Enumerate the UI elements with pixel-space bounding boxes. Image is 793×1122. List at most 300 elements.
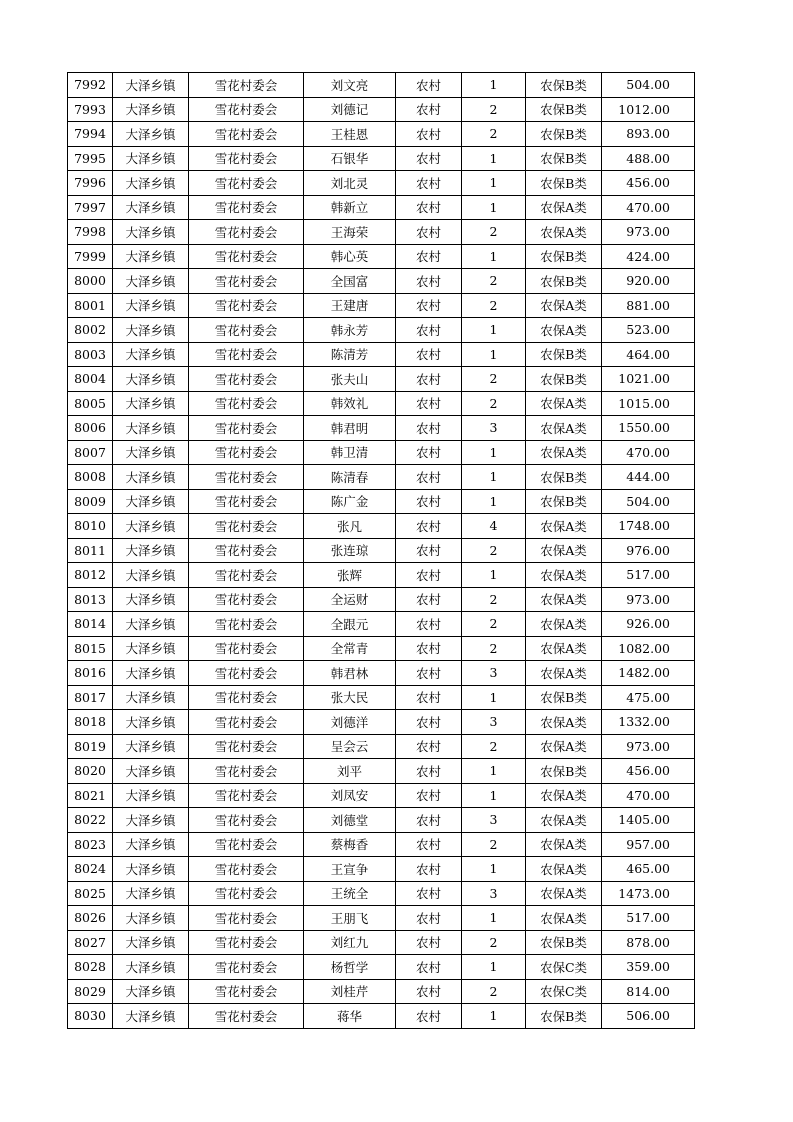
insurance-category-cell: 农保A类	[526, 612, 602, 637]
member-count-cell: 1	[462, 783, 526, 808]
insurance-category-cell: 农保A类	[526, 906, 602, 931]
member-count-cell: 2	[462, 391, 526, 416]
village-committee-cell: 雪花村委会	[189, 73, 304, 98]
insurance-category-cell: 农保B类	[526, 73, 602, 98]
township-cell: 大泽乡镇	[113, 881, 189, 906]
insurance-category-cell: 农保A类	[526, 710, 602, 735]
township-cell: 大泽乡镇	[113, 955, 189, 980]
amount-cell: 920.00	[602, 269, 695, 294]
amount-cell: 506.00	[602, 1004, 695, 1029]
person-name-cell: 蔡梅香	[304, 832, 396, 857]
township-cell: 大泽乡镇	[113, 416, 189, 441]
member-count-cell: 2	[462, 832, 526, 857]
household-type-cell: 农村	[396, 808, 462, 833]
table-row	[68, 881, 695, 906]
row-number-cell: 8006	[68, 416, 113, 441]
insurance-category-cell: 农保A类	[526, 440, 602, 465]
member-count-cell: 3	[462, 881, 526, 906]
row-number-cell: 8008	[68, 465, 113, 490]
insurance-category-cell: 农保A类	[526, 514, 602, 539]
township-cell: 大泽乡镇	[113, 783, 189, 808]
household-type-cell: 农村	[396, 122, 462, 147]
table-row	[68, 391, 695, 416]
insurance-category-cell: 农保B类	[526, 146, 602, 171]
row-number-cell: 8013	[68, 587, 113, 612]
village-committee-cell: 雪花村委会	[189, 465, 304, 490]
amount-cell: 1021.00	[602, 367, 695, 392]
member-count-cell: 2	[462, 293, 526, 318]
row-number-cell: 7995	[68, 146, 113, 171]
insurance-category-cell: 农保B类	[526, 269, 602, 294]
person-name-cell: 全常青	[304, 636, 396, 661]
village-committee-cell: 雪花村委会	[189, 587, 304, 612]
member-count-cell: 2	[462, 612, 526, 637]
person-name-cell: 韩新立	[304, 195, 396, 220]
amount-cell: 973.00	[602, 587, 695, 612]
village-committee-cell: 雪花村委会	[189, 636, 304, 661]
household-type-cell: 农村	[396, 906, 462, 931]
insurance-category-cell: 农保B类	[526, 759, 602, 784]
village-committee-cell: 雪花村委会	[189, 220, 304, 245]
village-committee-cell: 雪花村委会	[189, 489, 304, 514]
village-committee-cell: 雪花村委会	[189, 244, 304, 269]
amount-cell: 1015.00	[602, 391, 695, 416]
household-type-cell: 农村	[396, 318, 462, 343]
township-cell: 大泽乡镇	[113, 122, 189, 147]
insurance-category-cell: 农保A类	[526, 832, 602, 857]
insurance-category-cell: 农保B类	[526, 97, 602, 122]
member-count-cell: 1	[462, 685, 526, 710]
household-type-cell: 农村	[396, 367, 462, 392]
amount-cell: 456.00	[602, 759, 695, 784]
household-type-cell: 农村	[396, 391, 462, 416]
member-count-cell: 1	[462, 1004, 526, 1029]
row-number-cell: 8012	[68, 563, 113, 588]
household-type-cell: 农村	[396, 661, 462, 686]
member-count-cell: 1	[462, 318, 526, 343]
household-type-cell: 农村	[396, 734, 462, 759]
insurance-category-cell: 农保C类	[526, 979, 602, 1004]
insurance-category-cell: 农保A类	[526, 293, 602, 318]
table-row	[68, 734, 695, 759]
village-committee-cell: 雪花村委会	[189, 416, 304, 441]
row-number-cell: 8029	[68, 979, 113, 1004]
person-name-cell: 刘德记	[304, 97, 396, 122]
insurance-category-cell: 农保A类	[526, 538, 602, 563]
row-number-cell: 8005	[68, 391, 113, 416]
insurance-category-cell: 农保B类	[526, 930, 602, 955]
member-count-cell: 3	[462, 710, 526, 735]
person-name-cell: 刘平	[304, 759, 396, 784]
insurance-category-cell: 农保B类	[526, 244, 602, 269]
amount-cell: 444.00	[602, 465, 695, 490]
household-type-cell: 农村	[396, 783, 462, 808]
person-name-cell: 张大民	[304, 685, 396, 710]
village-committee-cell: 雪花村委会	[189, 734, 304, 759]
household-type-cell: 农村	[396, 636, 462, 661]
township-cell: 大泽乡镇	[113, 906, 189, 931]
member-count-cell: 1	[462, 342, 526, 367]
table-row	[68, 73, 695, 98]
person-name-cell: 王建唐	[304, 293, 396, 318]
row-number-cell: 7998	[68, 220, 113, 245]
household-type-cell: 农村	[396, 538, 462, 563]
table-row	[68, 587, 695, 612]
table-row	[68, 710, 695, 735]
table-row	[68, 906, 695, 931]
member-count-cell: 3	[462, 808, 526, 833]
person-name-cell: 韩永芳	[304, 318, 396, 343]
village-committee-cell: 雪花村委会	[189, 440, 304, 465]
table-row	[68, 342, 695, 367]
assistance-table	[67, 72, 695, 1029]
member-count-cell: 3	[462, 416, 526, 441]
amount-cell: 973.00	[602, 734, 695, 759]
insurance-category-cell: 农保C类	[526, 955, 602, 980]
table-body	[68, 73, 695, 1029]
table-row	[68, 367, 695, 392]
amount-cell: 881.00	[602, 293, 695, 318]
household-type-cell: 农村	[396, 73, 462, 98]
member-count-cell: 2	[462, 122, 526, 147]
member-count-cell: 2	[462, 636, 526, 661]
row-number-cell: 7992	[68, 73, 113, 98]
member-count-cell: 2	[462, 367, 526, 392]
row-number-cell: 8011	[68, 538, 113, 563]
household-type-cell: 农村	[396, 293, 462, 318]
village-committee-cell: 雪花村委会	[189, 269, 304, 294]
table-row	[68, 783, 695, 808]
insurance-category-cell: 农保A类	[526, 636, 602, 661]
township-cell: 大泽乡镇	[113, 930, 189, 955]
township-cell: 大泽乡镇	[113, 979, 189, 1004]
member-count-cell: 1	[462, 244, 526, 269]
person-name-cell: 刘桂芹	[304, 979, 396, 1004]
person-name-cell: 刘德堂	[304, 808, 396, 833]
member-count-cell: 1	[462, 955, 526, 980]
amount-cell: 523.00	[602, 318, 695, 343]
village-committee-cell: 雪花村委会	[189, 661, 304, 686]
member-count-cell: 3	[462, 661, 526, 686]
household-type-cell: 农村	[396, 514, 462, 539]
row-number-cell: 7996	[68, 171, 113, 196]
village-committee-cell: 雪花村委会	[189, 979, 304, 1004]
household-type-cell: 农村	[396, 440, 462, 465]
village-committee-cell: 雪花村委会	[189, 538, 304, 563]
table-row	[68, 832, 695, 857]
table-row	[68, 146, 695, 171]
village-committee-cell: 雪花村委会	[189, 293, 304, 318]
member-count-cell: 2	[462, 538, 526, 563]
row-number-cell: 7997	[68, 195, 113, 220]
village-committee-cell: 雪花村委会	[189, 612, 304, 637]
row-number-cell: 8028	[68, 955, 113, 980]
table-row	[68, 612, 695, 637]
person-name-cell: 韩君明	[304, 416, 396, 441]
person-name-cell: 王宣争	[304, 857, 396, 882]
member-count-cell: 1	[462, 195, 526, 220]
member-count-cell: 1	[462, 906, 526, 931]
person-name-cell: 蒋华	[304, 1004, 396, 1029]
insurance-category-cell: 农保A类	[526, 881, 602, 906]
household-type-cell: 农村	[396, 489, 462, 514]
household-type-cell: 农村	[396, 171, 462, 196]
insurance-category-cell: 农保B类	[526, 171, 602, 196]
amount-cell: 878.00	[602, 930, 695, 955]
township-cell: 大泽乡镇	[113, 318, 189, 343]
table-row	[68, 269, 695, 294]
table-row	[68, 759, 695, 784]
amount-cell: 1332.00	[602, 710, 695, 735]
person-name-cell: 张连琼	[304, 538, 396, 563]
person-name-cell: 刘红九	[304, 930, 396, 955]
amount-cell: 976.00	[602, 538, 695, 563]
village-committee-cell: 雪花村委会	[189, 759, 304, 784]
township-cell: 大泽乡镇	[113, 73, 189, 98]
amount-cell: 424.00	[602, 244, 695, 269]
village-committee-cell: 雪花村委会	[189, 318, 304, 343]
township-cell: 大泽乡镇	[113, 342, 189, 367]
amount-cell: 475.00	[602, 685, 695, 710]
person-name-cell: 杨哲学	[304, 955, 396, 980]
member-count-cell: 1	[462, 146, 526, 171]
household-type-cell: 农村	[396, 146, 462, 171]
village-committee-cell: 雪花村委会	[189, 857, 304, 882]
household-type-cell: 农村	[396, 587, 462, 612]
amount-cell: 1405.00	[602, 808, 695, 833]
insurance-category-cell: 农保B类	[526, 122, 602, 147]
insurance-category-cell: 农保A类	[526, 857, 602, 882]
village-committee-cell: 雪花村委会	[189, 122, 304, 147]
person-name-cell: 韩效礼	[304, 391, 396, 416]
person-name-cell: 全国富	[304, 269, 396, 294]
table-row	[68, 563, 695, 588]
household-type-cell: 农村	[396, 612, 462, 637]
insurance-category-cell: 农保A类	[526, 416, 602, 441]
township-cell: 大泽乡镇	[113, 661, 189, 686]
member-count-cell: 2	[462, 979, 526, 1004]
township-cell: 大泽乡镇	[113, 587, 189, 612]
village-committee-cell: 雪花村委会	[189, 881, 304, 906]
amount-cell: 1012.00	[602, 97, 695, 122]
village-committee-cell: 雪花村委会	[189, 906, 304, 931]
row-number-cell: 8030	[68, 1004, 113, 1029]
amount-cell: 470.00	[602, 783, 695, 808]
household-type-cell: 农村	[396, 759, 462, 784]
village-committee-cell: 雪花村委会	[189, 391, 304, 416]
amount-cell: 517.00	[602, 906, 695, 931]
amount-cell: 465.00	[602, 857, 695, 882]
table-row	[68, 244, 695, 269]
household-type-cell: 农村	[396, 955, 462, 980]
table-row	[68, 489, 695, 514]
amount-cell: 517.00	[602, 563, 695, 588]
person-name-cell: 王统全	[304, 881, 396, 906]
amount-cell: 359.00	[602, 955, 695, 980]
member-count-cell: 1	[462, 489, 526, 514]
township-cell: 大泽乡镇	[113, 563, 189, 588]
township-cell: 大泽乡镇	[113, 808, 189, 833]
insurance-category-cell: 农保B类	[526, 1004, 602, 1029]
amount-cell: 504.00	[602, 489, 695, 514]
row-number-cell: 7993	[68, 97, 113, 122]
household-type-cell: 农村	[396, 563, 462, 588]
insurance-category-cell: 农保B类	[526, 489, 602, 514]
person-name-cell: 韩卫清	[304, 440, 396, 465]
township-cell: 大泽乡镇	[113, 685, 189, 710]
amount-cell: 973.00	[602, 220, 695, 245]
amount-cell: 470.00	[602, 440, 695, 465]
row-number-cell: 7999	[68, 244, 113, 269]
person-name-cell: 陈清芳	[304, 342, 396, 367]
row-number-cell: 8023	[68, 832, 113, 857]
amount-cell: 456.00	[602, 171, 695, 196]
person-name-cell: 韩心英	[304, 244, 396, 269]
township-cell: 大泽乡镇	[113, 1004, 189, 1029]
person-name-cell: 石银华	[304, 146, 396, 171]
amount-cell: 464.00	[602, 342, 695, 367]
row-number-cell: 8021	[68, 783, 113, 808]
township-cell: 大泽乡镇	[113, 146, 189, 171]
table-row	[68, 685, 695, 710]
amount-cell: 814.00	[602, 979, 695, 1004]
township-cell: 大泽乡镇	[113, 195, 189, 220]
insurance-category-cell: 农保A类	[526, 563, 602, 588]
household-type-cell: 农村	[396, 881, 462, 906]
table-row	[68, 293, 695, 318]
row-number-cell: 8019	[68, 734, 113, 759]
insurance-category-cell: 农保A类	[526, 318, 602, 343]
village-committee-cell: 雪花村委会	[189, 146, 304, 171]
table-row	[68, 220, 695, 245]
insurance-category-cell: 农保B类	[526, 465, 602, 490]
row-number-cell: 8024	[68, 857, 113, 882]
insurance-category-cell: 农保A类	[526, 220, 602, 245]
township-cell: 大泽乡镇	[113, 293, 189, 318]
row-number-cell: 8018	[68, 710, 113, 735]
member-count-cell: 1	[462, 857, 526, 882]
household-type-cell: 农村	[396, 1004, 462, 1029]
row-number-cell: 8015	[68, 636, 113, 661]
village-committee-cell: 雪花村委会	[189, 832, 304, 857]
row-number-cell: 8000	[68, 269, 113, 294]
row-number-cell: 8014	[68, 612, 113, 637]
village-committee-cell: 雪花村委会	[189, 808, 304, 833]
row-number-cell: 8004	[68, 367, 113, 392]
row-number-cell: 8001	[68, 293, 113, 318]
row-number-cell: 8022	[68, 808, 113, 833]
member-count-cell: 2	[462, 97, 526, 122]
row-number-cell: 8009	[68, 489, 113, 514]
amount-cell: 504.00	[602, 73, 695, 98]
person-name-cell: 刘文亮	[304, 73, 396, 98]
member-count-cell: 2	[462, 734, 526, 759]
village-committee-cell: 雪花村委会	[189, 367, 304, 392]
insurance-category-cell: 农保A类	[526, 808, 602, 833]
amount-cell: 1473.00	[602, 881, 695, 906]
row-number-cell: 8020	[68, 759, 113, 784]
amount-cell: 926.00	[602, 612, 695, 637]
row-number-cell: 8027	[68, 930, 113, 955]
row-number-cell: 8007	[68, 440, 113, 465]
village-committee-cell: 雪花村委会	[189, 685, 304, 710]
township-cell: 大泽乡镇	[113, 269, 189, 294]
table-row	[68, 661, 695, 686]
insurance-category-cell: 农保A类	[526, 783, 602, 808]
member-count-cell: 1	[462, 171, 526, 196]
member-count-cell: 2	[462, 220, 526, 245]
table-row	[68, 440, 695, 465]
member-count-cell: 1	[462, 465, 526, 490]
household-type-cell: 农村	[396, 685, 462, 710]
person-name-cell: 全运财	[304, 587, 396, 612]
township-cell: 大泽乡镇	[113, 759, 189, 784]
row-number-cell: 8025	[68, 881, 113, 906]
household-type-cell: 农村	[396, 710, 462, 735]
township-cell: 大泽乡镇	[113, 367, 189, 392]
member-count-cell: 2	[462, 587, 526, 612]
township-cell: 大泽乡镇	[113, 538, 189, 563]
township-cell: 大泽乡镇	[113, 220, 189, 245]
insurance-category-cell: 农保B类	[526, 342, 602, 367]
insurance-category-cell: 农保A类	[526, 661, 602, 686]
village-committee-cell: 雪花村委会	[189, 563, 304, 588]
table-row	[68, 636, 695, 661]
township-cell: 大泽乡镇	[113, 391, 189, 416]
amount-cell: 488.00	[602, 146, 695, 171]
amount-cell: 1082.00	[602, 636, 695, 661]
household-type-cell: 农村	[396, 244, 462, 269]
household-type-cell: 农村	[396, 342, 462, 367]
row-number-cell: 8010	[68, 514, 113, 539]
member-count-cell: 1	[462, 73, 526, 98]
row-number-cell: 8002	[68, 318, 113, 343]
village-committee-cell: 雪花村委会	[189, 171, 304, 196]
row-number-cell: 8017	[68, 685, 113, 710]
township-cell: 大泽乡镇	[113, 171, 189, 196]
household-type-cell: 农村	[396, 97, 462, 122]
household-type-cell: 农村	[396, 832, 462, 857]
table-row	[68, 930, 695, 955]
amount-cell: 470.00	[602, 195, 695, 220]
household-type-cell: 农村	[396, 979, 462, 1004]
person-name-cell: 陈清春	[304, 465, 396, 490]
person-name-cell: 张辉	[304, 563, 396, 588]
table-row	[68, 318, 695, 343]
person-name-cell: 全跟元	[304, 612, 396, 637]
person-name-cell: 刘德洋	[304, 710, 396, 735]
table-row	[68, 857, 695, 882]
insurance-category-cell: 农保A类	[526, 587, 602, 612]
amount-cell: 1748.00	[602, 514, 695, 539]
member-count-cell: 4	[462, 514, 526, 539]
table-row	[68, 171, 695, 196]
table-row	[68, 955, 695, 980]
person-name-cell: 张夫山	[304, 367, 396, 392]
amount-cell: 1482.00	[602, 661, 695, 686]
person-name-cell: 王朋飞	[304, 906, 396, 931]
table-row	[68, 1004, 695, 1029]
person-name-cell: 韩君林	[304, 661, 396, 686]
row-number-cell: 7994	[68, 122, 113, 147]
row-number-cell: 8016	[68, 661, 113, 686]
village-committee-cell: 雪花村委会	[189, 930, 304, 955]
township-cell: 大泽乡镇	[113, 710, 189, 735]
township-cell: 大泽乡镇	[113, 244, 189, 269]
insurance-category-cell: 农保A类	[526, 391, 602, 416]
insurance-category-cell: 农保B类	[526, 367, 602, 392]
person-name-cell: 王海荣	[304, 220, 396, 245]
